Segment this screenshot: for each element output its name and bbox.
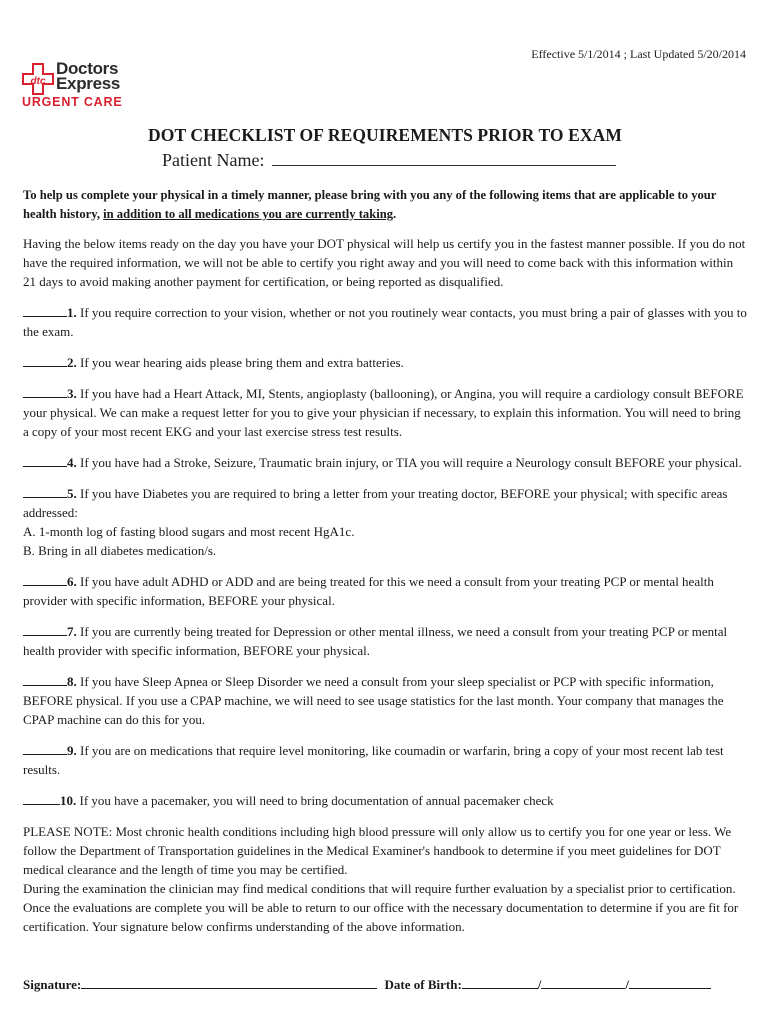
checklist-body bbox=[23, 186, 747, 936]
checklist-item bbox=[23, 741, 747, 779]
signature-label: Signature: bbox=[23, 977, 82, 992]
item-text: If you are on medications that require level monitoring, like coumadin or warfarin, bring a copy of your most recent lab test results. bbox=[23, 743, 724, 777]
checklist-item bbox=[23, 672, 747, 729]
checklist-item bbox=[23, 303, 747, 341]
check-line[interactable] bbox=[23, 304, 67, 317]
check-line[interactable] bbox=[23, 792, 60, 805]
dob-label: Date of Birth: bbox=[384, 977, 462, 992]
item-text: If you have had a Stroke, Seizure, Traumatic brain injury, or TIA you will require a Neurology consult BEFORE your physical. bbox=[76, 455, 742, 470]
item-text: If you are currently being treated for Depression or other mental illness, we need a consult from your treating PCP or mental health provider with specific information, BEFORE your physical. bbox=[23, 624, 728, 658]
item-number: 7. bbox=[67, 624, 77, 639]
item-number: 2. bbox=[67, 355, 77, 370]
item-number: 1. bbox=[67, 305, 77, 320]
checklist-item bbox=[23, 484, 747, 560]
signature-line[interactable] bbox=[81, 976, 377, 989]
check-line[interactable] bbox=[23, 742, 67, 755]
signature-row bbox=[23, 976, 711, 993]
item-text: If you require correction to your vision, whether or not you routinely wear contacts, you must bring a pair of glasses with you to the exam. bbox=[23, 305, 747, 339]
checkbox-blank[interactable] bbox=[23, 355, 77, 370]
checkbox-blank[interactable] bbox=[23, 486, 77, 501]
checkbox-blank[interactable] bbox=[23, 674, 77, 689]
item-number: 10. bbox=[60, 793, 77, 808]
checkbox-blank[interactable] bbox=[23, 793, 76, 808]
checklist-items bbox=[23, 303, 747, 810]
checklist-item bbox=[23, 353, 747, 372]
medical-cross-icon bbox=[22, 63, 54, 95]
item-number: 8. bbox=[67, 674, 77, 689]
page-title: DOT CHECKLIST OF REQUIREMENTS PRIOR TO EXAM bbox=[148, 125, 622, 145]
logo-text-express: Express bbox=[56, 74, 121, 93]
check-line[interactable] bbox=[23, 354, 67, 367]
dob-sep-1: / bbox=[537, 977, 542, 992]
logo-text-urgent-care: URGENT CARE bbox=[22, 95, 123, 109]
dob-sep-2: / bbox=[625, 977, 630, 992]
checkbox-blank[interactable] bbox=[23, 455, 77, 470]
checklist-item bbox=[23, 791, 747, 810]
intro-period: . bbox=[393, 207, 397, 221]
item-number: 3. bbox=[67, 386, 77, 401]
effective-date: Effective 5/1/2014 ; Last Updated 5/20/2014 bbox=[531, 47, 746, 61]
note-text-2: During the examination the clinician may find medical conditions that will require further evaluation by a specialist prior to certification. Once the evaluations are complete you will be able to return to our office with the necessary documentation to determine if you are fit for certification. Your signature below confirms understanding of the above information. bbox=[23, 881, 739, 934]
intro-text: To help us complete your physical in a timely manner, please bring with you any of the following items that are applicable to your health history, bbox=[23, 188, 717, 221]
note-text-1: PLEASE NOTE: Most chronic health conditions including high blood pressure will only allow us to certify you for one year or less. We follow the Department of Transportation guidelines in the Medical Examiner's handbook to determine if you meet guidelines for DOT medical clearance and the length of time you may be certified. bbox=[23, 824, 732, 877]
check-line[interactable] bbox=[23, 623, 67, 636]
ready-paragraph: Having the below items ready on the day you have your DOT physical will help us certify you in the fastest manner possible. If you do not have the required information, we will not be able to certify you right away and you will need to come back with this information within 21 days to avoid making another payment for certification, or being reported as disqualified. bbox=[23, 236, 746, 289]
check-line[interactable] bbox=[23, 673, 67, 686]
item-text: If you have Diabetes you are required to bring a letter from your treating doctor, BEFORE your physical; with specific areas addressed: bbox=[23, 486, 728, 520]
logo-text-doctors: Doctors bbox=[56, 59, 119, 78]
please-note-paragraph bbox=[23, 822, 747, 936]
checkbox-blank[interactable] bbox=[23, 305, 77, 320]
item-text: If you wear hearing aids please bring them and extra batteries. bbox=[76, 355, 404, 370]
patient-name-field[interactable] bbox=[162, 149, 616, 171]
doctors-express-logo bbox=[22, 60, 134, 112]
checklist-item bbox=[23, 622, 747, 660]
item-text: If you have adult ADHD or ADD and are being treated for this we need a consult from your treating PCP or mental health provider with specific information, BEFORE your physical. bbox=[23, 574, 714, 608]
dob-day-line[interactable] bbox=[541, 976, 625, 989]
intro-paragraph bbox=[23, 186, 747, 224]
item-number: 9. bbox=[67, 743, 77, 758]
item-number: 4. bbox=[67, 455, 77, 470]
item-text: If you have had a Heart Attack, MI, Stents, angioplasty (ballooning), or Angina, you will require a cardiology consult BEFORE your physical. We can make a request letter for you to give your physician if necessary, to explain this information. You will need to bring a copy of your most recent EKG and your last exercise stress test results. bbox=[23, 386, 744, 439]
check-line[interactable] bbox=[23, 485, 67, 498]
svg-text:dtc: dtc bbox=[30, 76, 46, 87]
patient-name-label: Patient Name: bbox=[162, 150, 265, 170]
intro-underlined-text: in addition to all medications you are currently taking bbox=[103, 207, 394, 221]
checklist-item bbox=[23, 572, 747, 610]
item-subpoint: B. Bring in all diabetes medication/s. bbox=[23, 543, 217, 558]
check-line[interactable] bbox=[23, 385, 67, 398]
dob-month-line[interactable] bbox=[462, 976, 538, 989]
checklist-item bbox=[23, 453, 747, 472]
check-line[interactable] bbox=[23, 454, 67, 467]
item-number: 5. bbox=[67, 486, 77, 501]
item-number: 6. bbox=[67, 574, 77, 589]
checkbox-blank[interactable] bbox=[23, 624, 77, 639]
item-subpoint: A. 1-month log of fasting blood sugars and most recent HgA1c. bbox=[23, 524, 355, 539]
dob-year-line[interactable] bbox=[629, 976, 711, 989]
checkbox-blank[interactable] bbox=[23, 386, 77, 401]
checkbox-blank[interactable] bbox=[23, 743, 77, 758]
item-text: If you have a pacemaker, you will need to bring documentation of annual pacemaker check bbox=[76, 793, 554, 808]
check-line[interactable] bbox=[23, 573, 67, 586]
item-text: If you have Sleep Apnea or Sleep Disorder we need a consult from your sleep specialist or PCP with specific information, BEFORE physical. If you use a CPAP machine, we will need to see usage statistics for the last month. Your company that manages the CPAP machine can do this for you. bbox=[23, 674, 724, 727]
checkbox-blank[interactable] bbox=[23, 574, 77, 589]
checklist-item bbox=[23, 384, 747, 441]
patient-name-line[interactable] bbox=[272, 149, 616, 166]
